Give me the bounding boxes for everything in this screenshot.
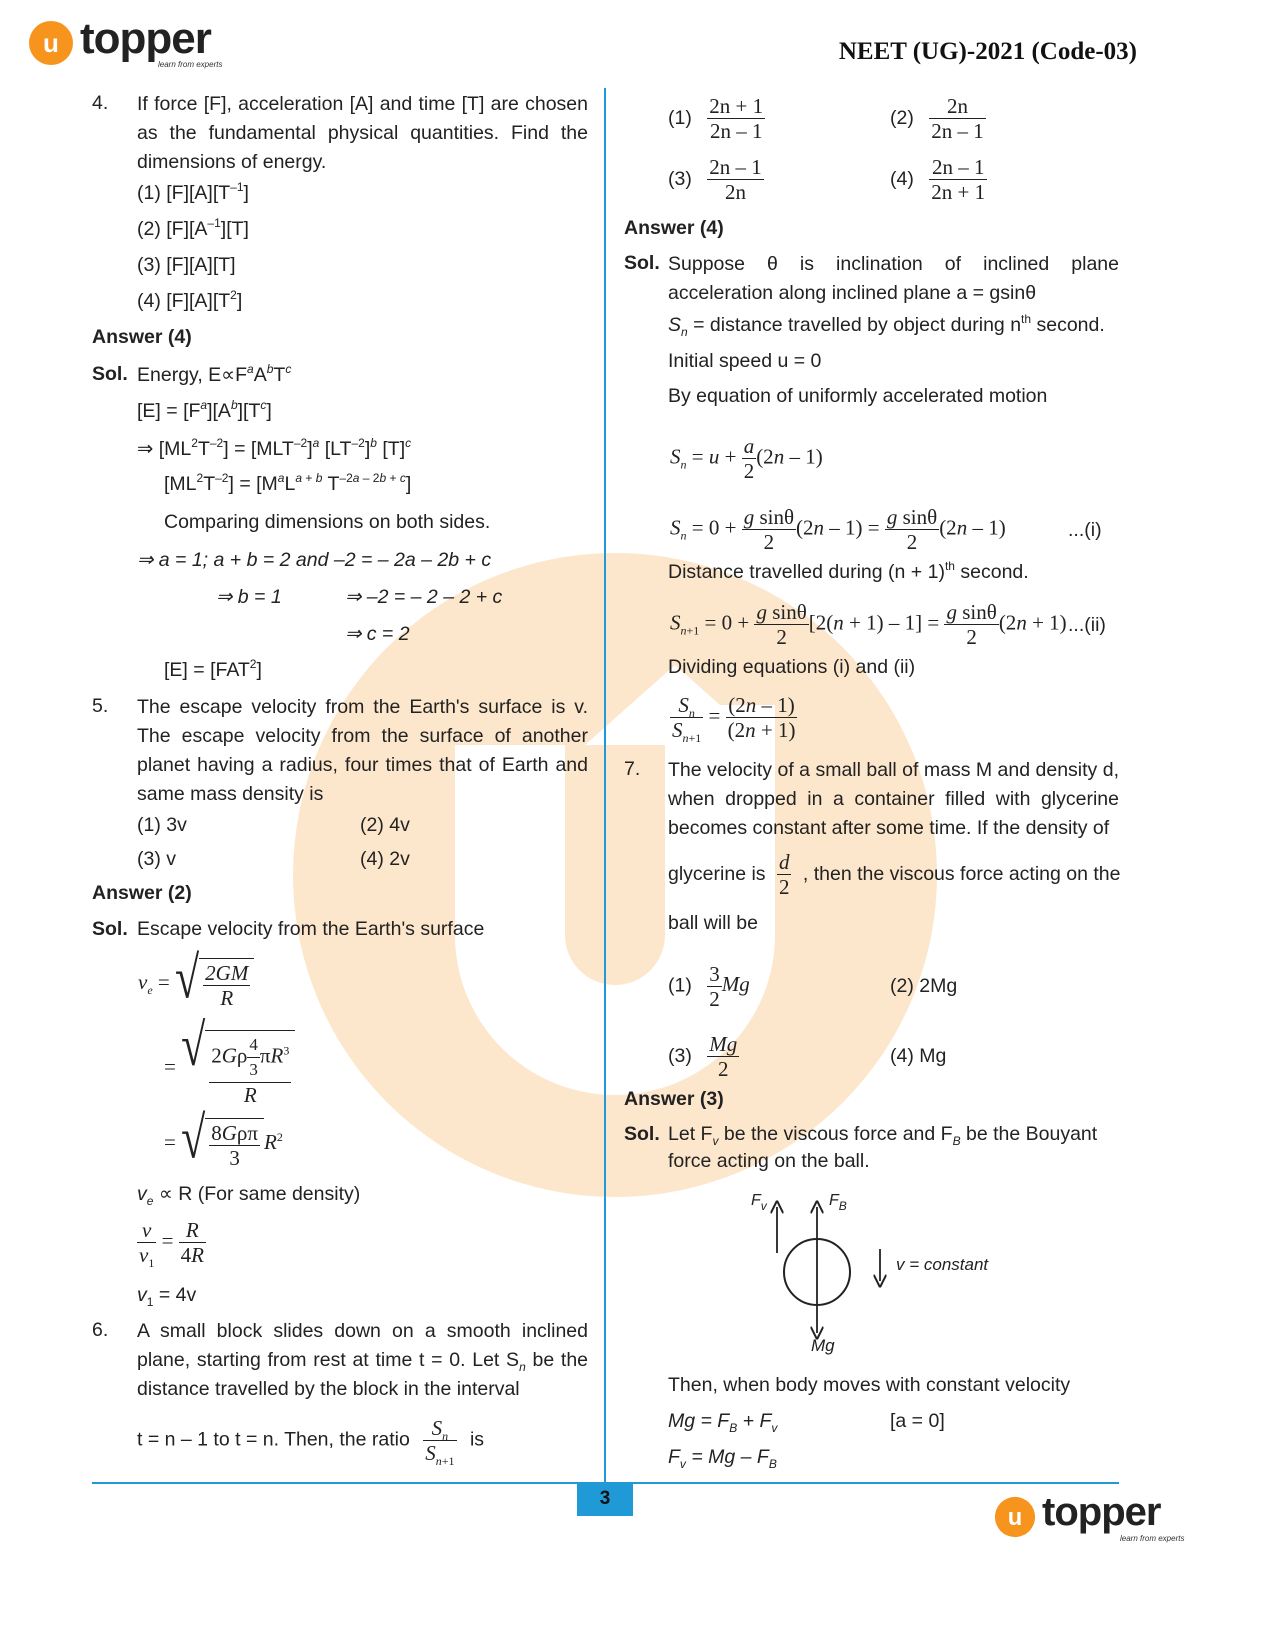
q7-answer: Answer (3) [624, 1088, 724, 1110]
q5-eq-ratio: $\frac{v}{v_1}$ = $\frac{R}{4R}$ [139, 1218, 204, 1270]
q7-sol-label: Sol. [624, 1123, 660, 1145]
q7-number: 7. [624, 758, 641, 780]
q6-eq-ii-tag: ...(ii) [1068, 614, 1106, 636]
q4-sol-line7a: ⇒ b = 1 [216, 586, 282, 608]
diagram-label-vconst: v = constant [896, 1255, 989, 1274]
q5-sol-result: $v_1 = 4v$ [137, 1284, 197, 1309]
q5-sol-label: Sol. [92, 918, 128, 940]
q7-option-1: (1) $\frac{3}{2}$ Mg [668, 962, 750, 1011]
q6-question-line3: t = n – 1 to t = n. Then, the ratio $\frac{S_n}{S_{n+1}}$ is [137, 1416, 485, 1468]
topper-logo-icon [28, 20, 74, 66]
page-number-box [577, 1484, 633, 1516]
footer-logo-text: topper [1042, 1490, 1161, 1534]
q6-sol-line1: Suppose θ is inclination of inclined plane acceleration along inclined plane a = gsinθ [668, 253, 1119, 304]
diagram-label-fv: $F_v$ [751, 1192, 767, 1213]
q6-sol-line2: $S_n$ = distance travelled by object during $n^{th}$ second. [668, 312, 1105, 339]
q6-sol-line6: Dividing equations (i) and (ii) [668, 656, 916, 678]
q4-option-1: (1) $[F][A][T^{-1}]$ [137, 180, 249, 204]
footer-logo-icon [994, 1496, 1036, 1538]
q4-option-3: (3) [F][A][T] [137, 254, 236, 276]
q7-sol-line2: Then, when body moves with constant velocity [668, 1374, 1071, 1396]
q4-sol-line6: ⇒ a = 1; a + b = 2 and –2 = – 2a – 2b + c [137, 549, 492, 571]
q6-option-4: (4) $\frac{2n - 1}{2n + 1}$ [890, 155, 986, 204]
q6-eq-i-tag: ...(i) [1068, 519, 1102, 541]
q5-option-2: (2) 4v [360, 814, 410, 836]
q4-sol-line3: ⇒ $[ML^2T^{-2}] = [MLT^{-2}]^a$ $[LT^{-2}]^b$ $[T]^c$ [137, 436, 412, 460]
q5-question: The escape velocity from the Earth's surface is v. The escape velocity from the surface of another planet having a radius, four times that of Earth and same mass density is [137, 696, 588, 805]
logo-tagline: learn from experts [158, 60, 223, 69]
q6-answer: Answer (4) [624, 217, 724, 239]
q4-sol-line5: Comparing dimensions on both sides. [164, 511, 491, 533]
q7-sol-line3: $Mg = F_B + F_v$ [668, 1410, 778, 1435]
q5-number: 5. [92, 695, 109, 717]
q7-question-line2: glycerine is $\frac{d}{2}$ , then the viscous force acting on the [668, 850, 1121, 899]
q7-option-4: (4) Mg [890, 1045, 947, 1067]
q5-sol-intro: Escape velocity from the Earth's surface [137, 918, 485, 940]
q5-eq-3: = √ $\frac{\text{8Gρπ}}{3}$ $R^2$ [164, 1104, 283, 1171]
q6-question: A small block slides down on a smooth inclined plane, starting from rest at time t = 0. Let $S_n$ be the distance travelled by the block in the interval [137, 1320, 589, 1400]
q6-option-3: (3) $\frac{2n - 1}{2n}$ [668, 155, 762, 204]
q5-sol-prop: $v_e \propto R$ (For same density) [137, 1183, 361, 1208]
q7-sol-line1: Let $F_v$ be the viscous force and $F_B$ be the Bouyant [668, 1123, 1098, 1148]
q6-eq-sn: $S_n = u$ + $\frac{a}{2}$ (2n – 1) [670, 434, 823, 483]
q6-number: 6. [92, 1319, 109, 1341]
q6-sol-line5: Distance travelled during $(n + 1)^{th}$ second. [668, 559, 1029, 583]
q6-sol-line4: By equation of uniformly accelerated motion [668, 385, 1048, 407]
q6-option-2: (2) $\frac{2n}{2n - 1}$ [890, 94, 984, 143]
q5-answer: Answer (2) [92, 882, 192, 904]
q4-sol-line1: Energy, $E\propto F^aA^bT^c$ [137, 362, 292, 386]
q4-sol-line7b: ⇒ –2 = – 2 – 2 + c [345, 586, 503, 608]
q5-eq-2: = √ 2Gρ $\frac{4}{3}$ $\pi R^3$ R [164, 1030, 295, 1107]
q4-sol-line9: $[E] = [FAT^2]$ [164, 657, 262, 681]
page-title: NEET (UG)-2021 (Code-03) [838, 38, 1137, 65]
q6-eq-i: $S_n = 0$ + $\frac{\text{g sinθ}}{2}$ (2n – 1) = $\frac{\text{g sinθ}}{2}$ (2n – 1) [670, 505, 1006, 554]
q7-option-2: (2) 2Mg [890, 975, 958, 997]
q5-option-4: (4) 2v [360, 848, 410, 870]
svg-text:u: u [43, 28, 59, 58]
force-diagram [740, 1185, 1020, 1365]
q5-option-3: (3) v [137, 848, 176, 870]
q4-sol-line2: $[E] = [F^a][A^b][T^c]$ [137, 398, 272, 422]
q4-answer: Answer (4) [92, 326, 192, 348]
q4-number: 4. [92, 92, 109, 114]
q7-question: The velocity of a small ball of mass M and density d, when dropped in a container filled with glycerine becomes constant after some time. If the density of [668, 759, 1119, 839]
q7-sol-line4: $F_v = Mg - F_B$ [668, 1446, 777, 1471]
q4-sol-line8: ⇒ c = 2 [345, 623, 410, 645]
q4-question: If force [F], acceleration [A] and time [T] are chosen as the fundamental physical quantities. Find the dimensions of energy. [137, 93, 588, 173]
q4-option-4: (4) $[F][A][T^2]$ [137, 288, 243, 312]
q5-eq-ve: $v_e$ = √ $\frac{2GM}{R}$ [138, 958, 254, 1010]
column-divider [604, 88, 606, 1488]
q6-eq-ii: $S_{n+1} = 0$ + $\frac{\text{g sinθ}}{2}$ [2(n + 1) – 1] = $\frac{\text{g sinθ}}{2}$ (2n + 1) [670, 600, 1067, 649]
q7-sol-line3-tag: [a = 0] [890, 1410, 945, 1432]
page-number: 3 [599, 1488, 611, 1509]
q4-sol-label: Sol. [92, 363, 128, 385]
q6-sol-line3: Initial speed u = 0 [668, 350, 822, 372]
q4-option-2: (2) $[F][A^{-1}][T]$ [137, 216, 249, 240]
q6-eq-ratio: $\frac{S_n}{S_{n+1}}$ = $\frac{(2n - 1)}{(2n + 1)}$ [672, 693, 796, 745]
q7-question-line3: ball will be [668, 912, 758, 934]
footer-logo-tagline: learn from experts [1120, 1534, 1185, 1543]
svg-text:u: u [1007, 1505, 1023, 1532]
q6-sol-label: Sol. [624, 252, 660, 274]
q6-option-1: (1) $\frac{2n + 1}{2n - 1}$ [668, 94, 764, 143]
q7-sol-line1c: force acting on the ball. [668, 1150, 870, 1172]
logo-text: topper [80, 14, 211, 63]
diagram-label-fb: $F_B$ [829, 1192, 847, 1213]
q4-sol-line4: $[ML^2T^{-2}] = [M^aL^{a + b}$ $T^{-2a - 2b + c}$] [164, 471, 412, 495]
q7-option-3: (3) $\frac{Mg}{2}$ [668, 1032, 738, 1081]
q5-option-1: (1) 3v [137, 814, 187, 836]
diagram-label-mg: Mg [811, 1336, 835, 1355]
